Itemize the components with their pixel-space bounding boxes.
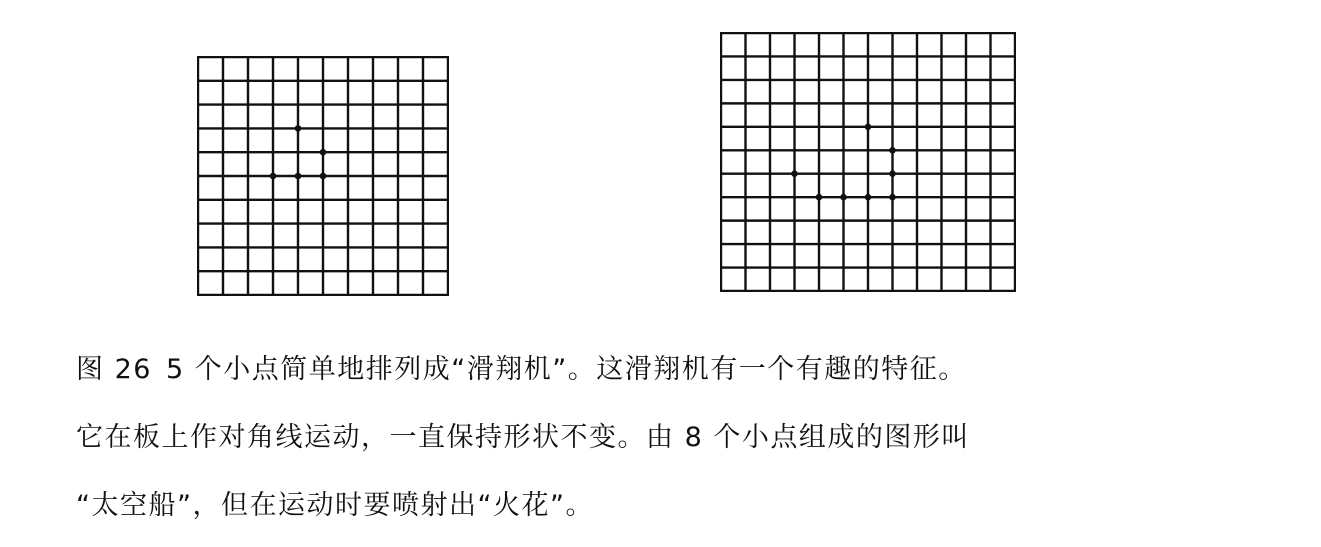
- glider-board: [197, 56, 449, 300]
- cell-dot: [270, 173, 277, 180]
- caption-line-1: [76, 352, 967, 388]
- spaceship-grid-svg: [720, 32, 1016, 292]
- cell-dot: [295, 173, 302, 180]
- caption-line-2: 它在板上作对角线运动，一直保持形状不变。由 8 个小点组成的图形叫: [76, 422, 970, 453]
- cell-dot: [816, 194, 823, 201]
- cell-dot: [791, 170, 798, 177]
- cell-dot: [889, 194, 896, 201]
- cell-dot: [840, 194, 847, 201]
- figure-number: 图 26: [76, 354, 152, 385]
- cell-dot: [865, 194, 872, 201]
- cell-dot: [865, 124, 872, 131]
- cell-dot: [320, 173, 327, 180]
- caption-text-1: 5 个小点简单地排列成“滑翔机”。这滑翔机有一个有趣的特征。: [165, 354, 967, 385]
- cell-dot: [320, 149, 327, 156]
- cell-dot: [295, 125, 302, 132]
- caption-line-3: “太空船”，但在运动时要喷射出“火花”。: [76, 490, 594, 521]
- cell-dot: [889, 170, 896, 177]
- cell-dot: [889, 147, 896, 154]
- spaceship-board: [720, 32, 1016, 296]
- glider-grid-svg: [197, 56, 449, 296]
